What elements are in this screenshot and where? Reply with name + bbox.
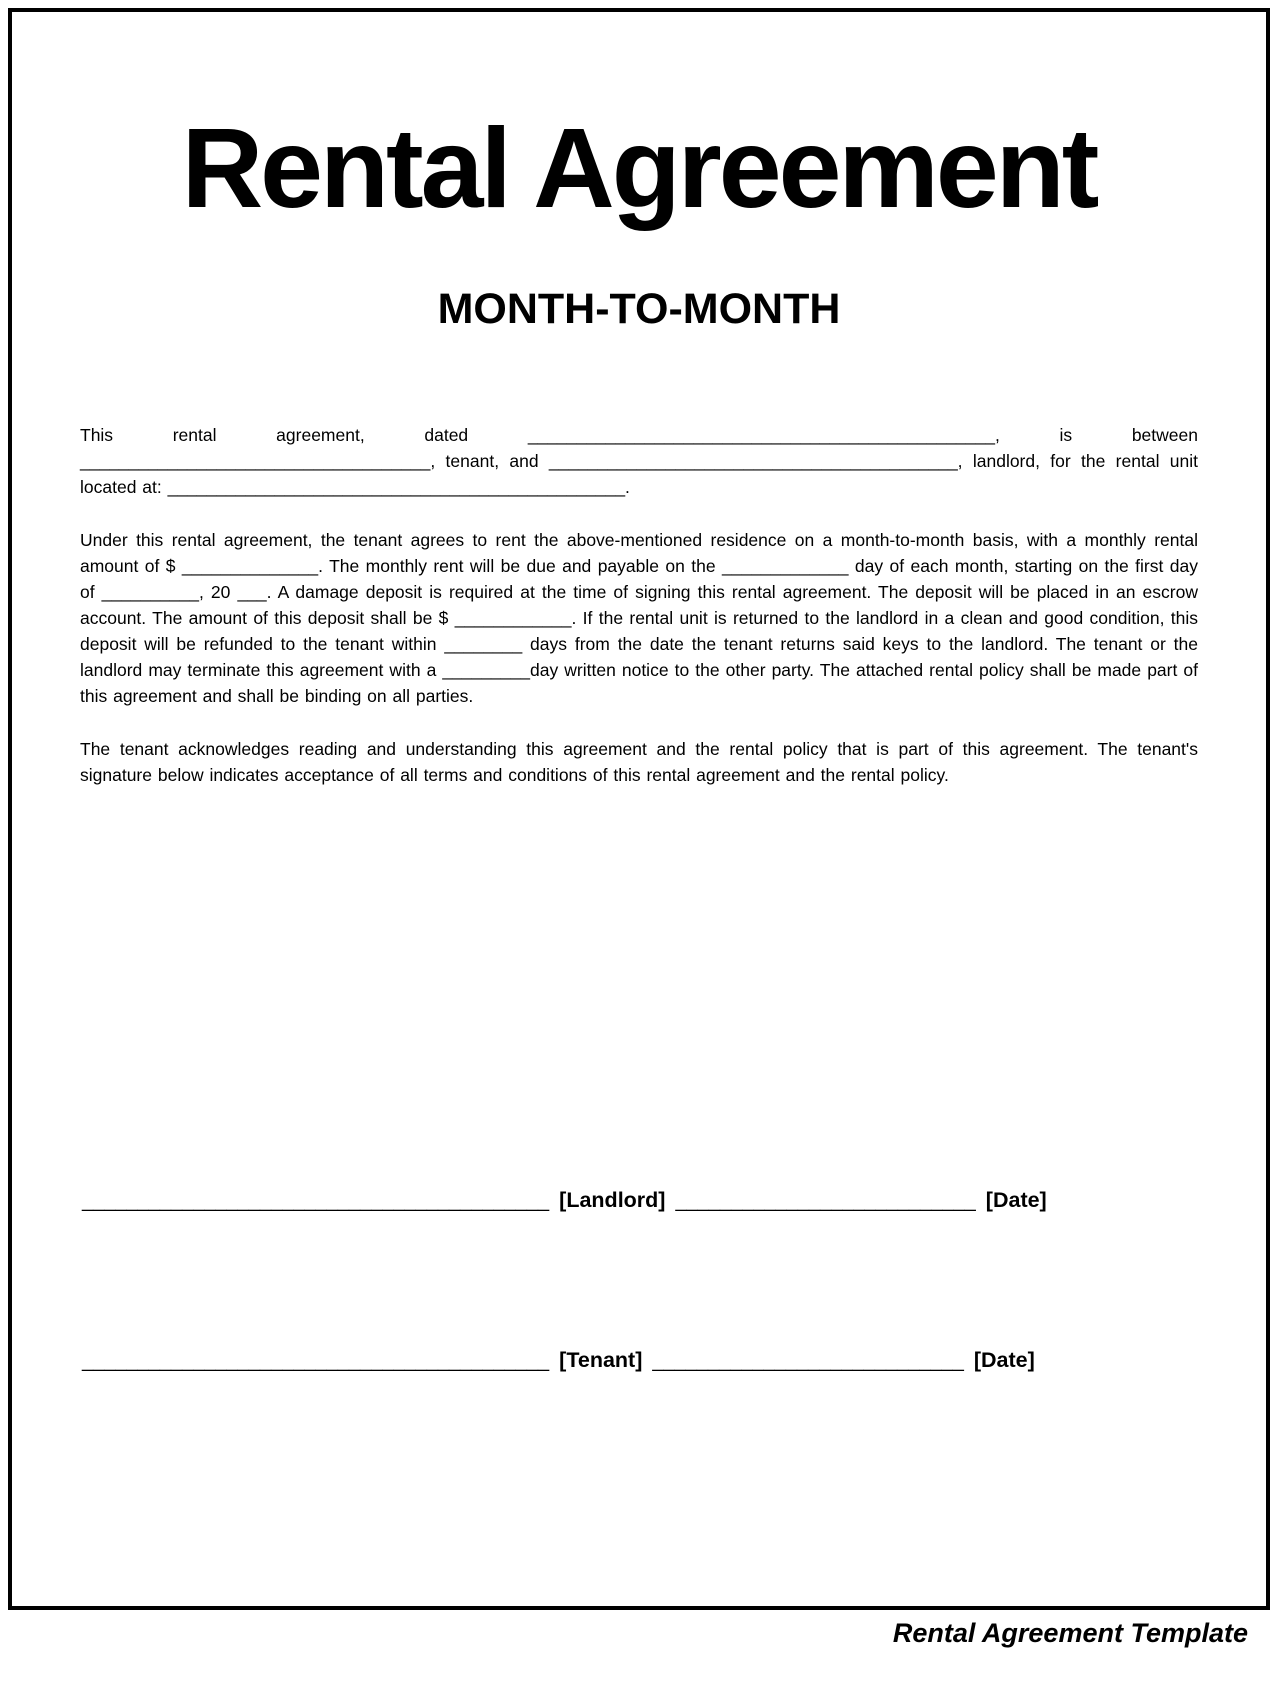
tenant-label: [Tenant]	[559, 1348, 643, 1372]
landlord-signature-line: __________________________________________	[82, 1190, 550, 1212]
tenant-signature-line: __________________________________________	[82, 1350, 550, 1372]
terms-paragraph: Under this rental agreement, the tenant agrees to rent the above-mentioned residence on a month-to-month basis, with a monthly rental amount of $ ______________. The monthly rent will be due and payable on the _____________ day of each month, starting on the first day of __________, 20 ___. A damage deposit is required at the time of signing this rental agreement. The deposit will be placed in an escrow account. The amount of this deposit shall be $ ____________. If the rental unit is returned to the landlord in a clean and good condition, this deposit will be refunded to the tenant within ________ days from the date the tenant returns said keys to the landlord. The tenant or the landlord may terminate this agreement with a _________day written notice to the other party. The attached rental policy shall be made part of this agreement and shall be binding on all parties.	[80, 530, 1198, 706]
landlord-date-line: ___________________________	[675, 1190, 976, 1212]
tenant-date-line: ____________________________	[652, 1350, 964, 1372]
document-page	[8, 8, 1270, 1610]
acknowledgement-paragraph: The tenant acknowledges reading and understanding this agreement and the rental policy that is part of this agreement. The tenant's signature below indicates acceptance of all terms and conditions of this rental agreement and the rental policy.	[80, 739, 1198, 785]
intro-paragraph: This rental agreement, dated ________________________________________________, is between ____________________________________, tenant, and __________________________________________, landlord, for the rental unit located at: _______________________________________________.	[80, 425, 1198, 497]
tenant-date-label: [Date]	[973, 1348, 1035, 1372]
template-caption: Rental Agreement Template	[892, 1618, 1248, 1648]
landlord-date-label: [Date]	[985, 1188, 1047, 1212]
tenant-signature-row	[82, 1348, 1035, 1373]
document-title: Rental Agreement	[181, 105, 1097, 231]
landlord-signature-row	[82, 1188, 1047, 1213]
landlord-label: [Landlord]	[559, 1188, 666, 1212]
document-subtitle: MONTH-TO-MONTH	[437, 285, 841, 333]
